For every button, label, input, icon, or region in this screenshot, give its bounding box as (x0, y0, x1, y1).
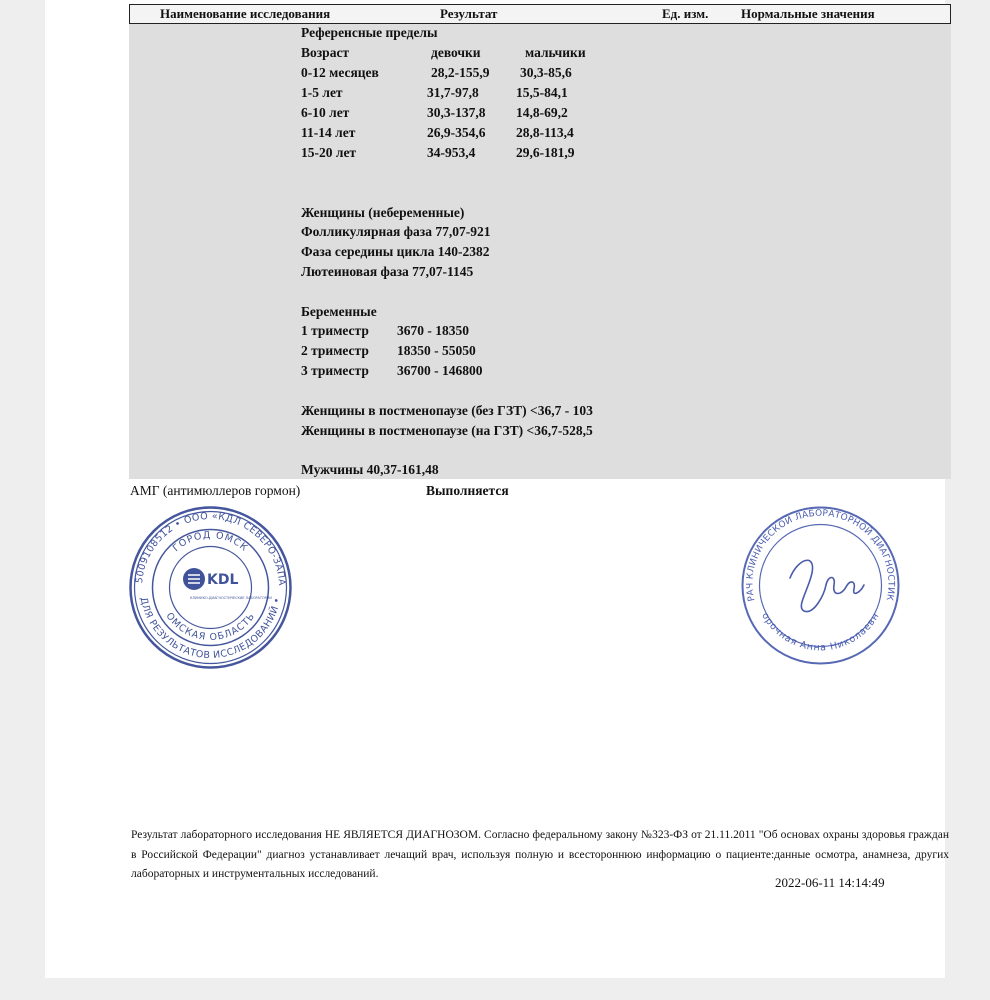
stamp-top-text: 5009108512 • ООО «КДЛ СЕВЕРО-ЗАПА (134, 510, 288, 587)
stamp-logo-text: KDL (207, 572, 239, 588)
organization-stamp (128, 505, 293, 670)
girls-range: 34-953,4 (427, 145, 476, 160)
age-label: 0-12 месяцев (301, 65, 379, 80)
pregnant-title: Беременные (301, 304, 377, 319)
trimester-range: 36700 - 146800 (397, 363, 483, 378)
girls-range: 26,9-354,6 (427, 125, 486, 140)
doctor-name: орочная Анна Николаевн (759, 610, 882, 654)
signature-icon (790, 560, 864, 611)
stamp-city: ГОРОД ОМСК (170, 529, 251, 555)
boys-range: 30,3-85,6 (520, 65, 572, 80)
age-label: 15-20 лет (301, 145, 357, 160)
boys-range: 14,8-69,2 (516, 105, 568, 120)
disclaimer-text: Результат лабораторного исследования НЕ ЯВЛЯЕТСЯ ДИАГНОЗОМ. Согласно федеральному закону №323-ФЗ от 21.11.2011 "Об основах охраны здоровья граждан в Российской Федерации" диагноз устанавливает лечащий врач, используя полную и всестороннюю информацию о пациенте:данные осмотра, анамнеза, других лабораторных и инструментальных исследований. (131, 829, 949, 880)
amh-test-name: АМГ (антимюллеров гормон) (130, 483, 301, 498)
postmenopause-hrt: Женщины в постменопаузе (на ГЗТ) <36,7-528,5 (301, 423, 593, 438)
col-result-header: Результат (440, 6, 498, 21)
boys-range: 15,5-84,1 (516, 85, 568, 100)
trimester-label: 3 триместр (301, 363, 369, 378)
age-label: 6-10 лет (301, 105, 350, 120)
stamp-bottom-text: ДЛЯ РЕЗУЛЬТАТОВ ИССЛЕДОВАНИЙ • (137, 596, 284, 662)
trimester-range: 18350 - 55050 (397, 343, 476, 358)
boys-range: 29,6-181,9 (516, 145, 575, 160)
reference-title: Референсные пределы (301, 25, 438, 40)
doctor-stamp (738, 503, 903, 668)
svg-text:ОМСКАЯ ОБЛАСТЬ (163, 611, 257, 643)
svg-text:ГОРОД ОМСК (171, 530, 250, 554)
stamp-region: ОМСКАЯ ОБЛАСТЬ (163, 610, 258, 644)
stamp-logo-subtitle: КЛИНИКО-ДИАГНОСТИЧЕСКИЕ ЛАБОРАТОРИИ (190, 596, 272, 600)
print-timestamp: 2022-06-11 14:14:49 (775, 875, 885, 890)
trimester-range: 3670 - 18350 (397, 323, 469, 338)
amh-test-status: Выполняется (426, 483, 509, 498)
doctor-stamp-graphic (738, 503, 903, 668)
trimester-label: 2 триместр (301, 343, 369, 358)
col-units-header: Ед. изм. (662, 6, 709, 21)
girls-range: 28,2-155,9 (431, 65, 490, 80)
document-page (45, 0, 949, 978)
age-header: Возраст (301, 45, 350, 60)
doctor-stamp-title: РАЧ КЛИНИЧЕСКОЙ ЛАБОРАТОРНОЙ ДИАГНОСТИК (745, 508, 896, 603)
midcycle-phase: Фаза середины цикла 140-2382 (301, 244, 490, 259)
age-label: 1-5 лет (301, 85, 343, 100)
boys-header: мальчики (525, 45, 586, 60)
girls-header: девочки (431, 45, 481, 60)
luteal-phase: Лютеиновая фаза 77,07-1145 (301, 264, 474, 279)
age-label: 11-14 лет (301, 125, 356, 140)
girls-range: 31,7-97,8 (427, 85, 479, 100)
kdl-logo-icon (183, 568, 272, 600)
col-norm-header: Нормальные значения (741, 6, 875, 21)
postmenopause-no-hrt: Женщины в постменопаузе (без ГЗТ) <36,7 - 103 (301, 403, 593, 418)
boys-range: 28,8-113,4 (516, 125, 574, 140)
stamp-seal-graphic (128, 505, 293, 670)
reference-ranges-block (129, 24, 951, 479)
table-header (129, 4, 951, 24)
women-title: Женщины (небеременные) (301, 205, 465, 220)
girls-range: 30,3-137,8 (427, 105, 486, 120)
col-name-header: Наименование исследования (160, 6, 331, 21)
men-range: Мужчины 40,37-161,48 (301, 462, 439, 477)
follicular-phase: Фолликулярная фаза 77,07-921 (301, 224, 491, 239)
trimester-label: 1 триместр (301, 323, 369, 338)
